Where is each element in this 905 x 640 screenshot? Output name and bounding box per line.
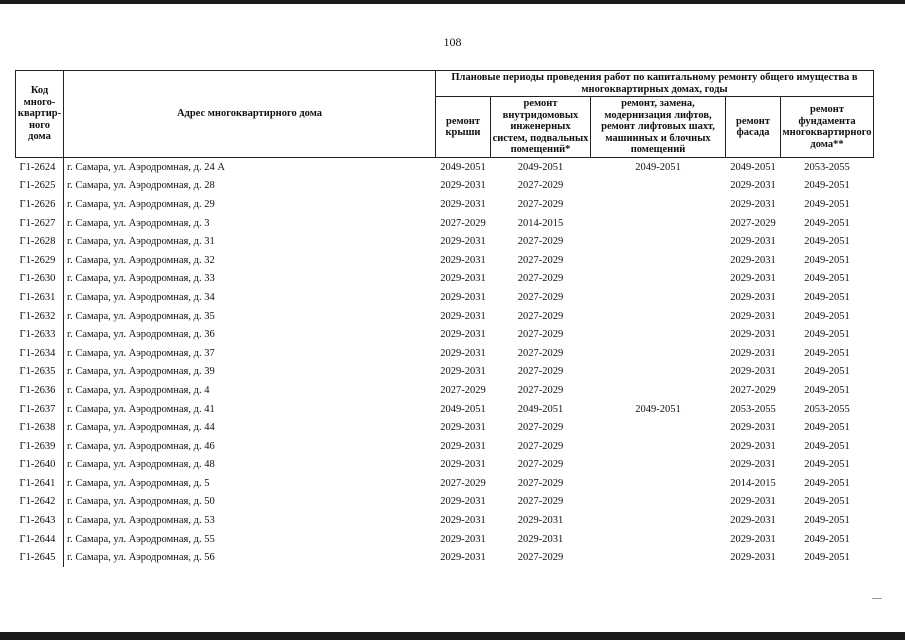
cell-lifts [591, 270, 726, 289]
cell-roof: 2029-2031 [440, 273, 486, 285]
header-address: Адрес многоквартирного дома [64, 71, 436, 158]
cell-systems: 2027-2029 [517, 198, 564, 210]
cell-code: Г1-2632 [16, 307, 64, 326]
cell-code: Г1-2644 [16, 530, 64, 549]
cell-lifts [591, 437, 726, 456]
cell-facade: 2029-2031 [730, 422, 776, 434]
cell-roof: 2029-2031 [440, 254, 486, 266]
table-row [16, 418, 874, 437]
cell-facade: 2029-2031 [730, 496, 776, 508]
table-row [16, 195, 874, 214]
cell-roof: 2029-2031 [440, 459, 486, 471]
cell-roof: 2027-2029 [440, 384, 486, 396]
cell-code: Г1-2633 [16, 325, 64, 344]
cell-facade: 2029-2031 [730, 180, 776, 192]
cell-foundation: 2049-2051 [804, 459, 850, 471]
cell-facade: 2029-2031 [730, 236, 776, 248]
cell-systems: 2027-2029 [517, 440, 564, 452]
table-row [16, 270, 874, 289]
cell-facade: 2029-2031 [730, 459, 776, 471]
cell-facade: 2029-2031 [730, 291, 776, 303]
table-row [16, 251, 874, 270]
cell-address: г. Самара, ул. Аэродромная, д. 5 [67, 477, 210, 489]
cell-code: Г1-2634 [16, 344, 64, 363]
cell-systems: 2027-2029 [517, 273, 564, 285]
cell-roof: 2027-2029 [440, 217, 486, 229]
cell-foundation: 2049-2051 [804, 496, 850, 508]
cell-foundation: 2049-2051 [804, 477, 850, 489]
table-row [16, 363, 874, 382]
cell-facade: 2027-2029 [730, 384, 776, 396]
cell-lifts [591, 493, 726, 512]
cell-lifts [591, 363, 726, 382]
cell-code: Г1-2640 [16, 456, 64, 475]
cell-foundation: 2049-2051 [804, 552, 850, 564]
cell-address: г. Самара, ул. Аэродромная, д. 31 [67, 236, 215, 248]
cell-systems: 2049-2051 [517, 403, 564, 415]
cell-systems: 2027-2029 [517, 384, 564, 396]
cell-address: г. Самара, ул. Аэродромная, д. 37 [67, 347, 215, 359]
cell-address: г. Самара, ул. Аэродромная, д. 36 [67, 329, 215, 341]
cell-systems: 2014-2015 [517, 217, 564, 229]
cell-address: г. Самара, ул. Аэродромная, д. 28 [67, 180, 215, 192]
scan-bottom-edge [0, 632, 905, 640]
cell-roof: 2029-2031 [440, 533, 486, 545]
cell-address: г. Самара, ул. Аэродромная, д. 46 [67, 440, 215, 452]
cell-systems: 2027-2029 [517, 291, 564, 303]
cell-roof: 2029-2031 [440, 310, 486, 322]
cell-roof: 2029-2031 [440, 291, 486, 303]
header-code: Код много-квартир-ного дома [16, 71, 64, 158]
table-row [16, 400, 874, 419]
cell-facade: 2029-2031 [730, 366, 776, 378]
cell-systems: 2027-2029 [517, 254, 564, 266]
cell-code: Г1-2638 [16, 418, 64, 437]
cell-address: г. Самара, ул. Аэродромная, д. 55 [67, 533, 215, 545]
cell-lifts [591, 474, 726, 493]
cell-facade: 2029-2031 [730, 440, 776, 452]
cell-lifts [591, 232, 726, 251]
header-facade: ремонт фасада [726, 97, 781, 158]
table-row [16, 530, 874, 549]
table-row [16, 214, 874, 233]
cell-lifts [591, 195, 726, 214]
cell-lifts [591, 251, 726, 270]
cell-lifts [591, 325, 726, 344]
cell-foundation: 2049-2051 [804, 236, 850, 248]
cell-foundation: 2049-2051 [804, 440, 850, 452]
cell-roof: 2029-2031 [440, 236, 486, 248]
table-row [16, 511, 874, 530]
cell-code: Г1-2645 [16, 548, 64, 567]
cell-lifts [591, 548, 726, 567]
cell-roof: 2029-2031 [440, 440, 486, 452]
header-lifts: ремонт, замена, модернизация лифтов, ремонт лифтовых шахт, машинных и блочных помещений [591, 97, 726, 158]
cell-code: Г1-2641 [16, 474, 64, 493]
table-row [16, 437, 874, 456]
cell-address: г. Самара, ул. Аэродромная, д. 34 [67, 291, 215, 303]
cell-systems: 2029-2031 [517, 515, 564, 527]
cell-code: Г1-2637 [16, 400, 64, 419]
cell-foundation: 2049-2051 [804, 515, 850, 527]
cell-address: г. Самара, ул. Аэродромная, д. 29 [67, 198, 215, 210]
table-body [16, 158, 874, 568]
cell-foundation: 2049-2051 [804, 273, 850, 285]
cell-facade: 2027-2029 [730, 217, 776, 229]
cell-lifts [591, 381, 726, 400]
cell-lifts: 2049-2051 [635, 403, 681, 415]
cell-roof: 2029-2031 [440, 515, 486, 527]
cell-address: г. Самара, ул. Аэродромная, д. 48 [67, 459, 215, 471]
cell-foundation: 2049-2051 [804, 254, 850, 266]
table-row [16, 493, 874, 512]
cell-systems: 2027-2029 [517, 366, 564, 378]
cell-foundation: 2049-2051 [804, 291, 850, 303]
cell-code: Г1-2627 [16, 214, 64, 233]
cell-roof: 2029-2031 [440, 552, 486, 564]
cell-roof: 2029-2031 [440, 496, 486, 508]
cell-foundation: 2049-2051 [804, 180, 850, 192]
cell-facade: 2029-2031 [730, 310, 776, 322]
cell-facade: 2014-2015 [730, 477, 776, 489]
header-systems: ремонт внутридомовых инженерных систем, подвальных помещений* [491, 97, 591, 158]
cell-roof: 2029-2031 [440, 347, 486, 359]
table-row [16, 474, 874, 493]
cell-lifts [591, 344, 726, 363]
cell-systems: 2027-2029 [517, 347, 564, 359]
cell-roof: 2027-2029 [440, 477, 486, 489]
cell-lifts [591, 418, 726, 437]
cell-lifts [591, 530, 726, 549]
table-row [16, 288, 874, 307]
cell-facade: 2029-2031 [730, 273, 776, 285]
cell-systems: 2027-2029 [517, 477, 564, 489]
cell-foundation: 2049-2051 [804, 217, 850, 229]
table-row [16, 381, 874, 400]
repair-schedule-table [15, 70, 874, 567]
cell-facade: 2029-2031 [730, 329, 776, 341]
cell-systems: 2027-2029 [517, 496, 564, 508]
cell-roof: 2049-2051 [440, 161, 486, 173]
cell-lifts [591, 177, 726, 196]
cell-code: Г1-2626 [16, 195, 64, 214]
cell-address: г. Самара, ул. Аэродромная, д. 33 [67, 273, 215, 285]
cell-foundation: 2049-2051 [804, 422, 850, 434]
cell-foundation: 2049-2051 [804, 384, 850, 396]
cell-code: Г1-2628 [16, 232, 64, 251]
cell-systems: 2027-2029 [517, 310, 564, 322]
table-row [16, 548, 874, 567]
header-roof: ремонт крыши [436, 97, 491, 158]
cell-foundation: 2053-2055 [804, 161, 850, 173]
cell-lifts [591, 307, 726, 326]
page-number: 108 [443, 35, 462, 49]
cell-roof: 2049-2051 [440, 403, 486, 415]
cell-code: Г1-2625 [16, 177, 64, 196]
header-foundation: ремонт фундамента многоквартирного дома** [781, 97, 874, 158]
cell-systems: 2027-2029 [517, 422, 564, 434]
cell-address: г. Самара, ул. Аэродромная, д. 39 [67, 366, 215, 378]
cell-facade: 2029-2031 [730, 347, 776, 359]
cell-facade: 2029-2031 [730, 552, 776, 564]
cell-code: Г1-2630 [16, 270, 64, 289]
table-header [16, 71, 874, 158]
cell-lifts [591, 288, 726, 307]
cell-code: Г1-2643 [16, 511, 64, 530]
cell-address: г. Самара, ул. Аэродромная, д. 44 [67, 422, 215, 434]
scan-mark [872, 598, 882, 599]
cell-lifts [591, 456, 726, 475]
table-row [16, 344, 874, 363]
cell-facade: 2029-2031 [730, 254, 776, 266]
cell-systems: 2049-2051 [517, 161, 564, 173]
cell-foundation: 2049-2051 [804, 310, 850, 322]
cell-roof: 2029-2031 [440, 422, 486, 434]
cell-foundation: 2049-2051 [804, 198, 850, 210]
cell-foundation: 2049-2051 [804, 329, 850, 341]
header-group: Плановые периоды проведения работ по капитальному ремонту общего имущества в многоквартирных домах, годы [436, 71, 874, 97]
cell-foundation: 2049-2051 [804, 347, 850, 359]
cell-systems: 2027-2029 [517, 552, 564, 564]
cell-roof: 2029-2031 [440, 366, 486, 378]
table-row [16, 232, 874, 251]
cell-address: г. Самара, ул. Аэродромная, д. 32 [67, 254, 215, 266]
cell-systems: 2027-2029 [517, 329, 564, 341]
table-row [16, 307, 874, 326]
cell-code: Г1-2631 [16, 288, 64, 307]
table-row [16, 325, 874, 344]
cell-roof: 2029-2031 [440, 180, 486, 192]
cell-code: Г1-2642 [16, 493, 64, 512]
table-row [16, 158, 874, 177]
cell-address: г. Самара, ул. Аэродромная, д. 50 [67, 496, 215, 508]
cell-facade: 2053-2055 [730, 403, 776, 415]
table-row [16, 456, 874, 475]
cell-address: г. Самара, ул. Аэродромная, д. 24 А [67, 161, 225, 173]
cell-lifts [591, 511, 726, 530]
cell-roof: 2029-2031 [440, 198, 486, 210]
cell-systems: 2027-2029 [517, 459, 564, 471]
cell-address: г. Самара, ул. Аэродромная, д. 56 [67, 552, 215, 564]
cell-code: Г1-2636 [16, 381, 64, 400]
cell-address: г. Самара, ул. Аэродромная, д. 53 [67, 515, 215, 527]
cell-systems: 2029-2031 [517, 533, 564, 545]
cell-address: г. Самара, ул. Аэродромная, д. 4 [67, 384, 210, 396]
cell-code: Г1-2624 [16, 158, 64, 177]
cell-address: г. Самара, ул. Аэродромная, д. 35 [67, 310, 215, 322]
cell-lifts [591, 214, 726, 233]
cell-address: г. Самара, ул. Аэродромная, д. 3 [67, 217, 210, 229]
cell-code: Г1-2635 [16, 363, 64, 382]
cell-foundation: 2049-2051 [804, 366, 850, 378]
cell-roof: 2029-2031 [440, 329, 486, 341]
scan-top-edge [0, 0, 905, 4]
cell-facade: 2029-2031 [730, 533, 776, 545]
cell-code: Г1-2629 [16, 251, 64, 270]
cell-facade: 2049-2051 [730, 161, 776, 173]
cell-foundation: 2053-2055 [804, 403, 850, 415]
cell-systems: 2027-2029 [517, 236, 564, 248]
cell-foundation: 2049-2051 [804, 533, 850, 545]
cell-code: Г1-2639 [16, 437, 64, 456]
cell-systems: 2027-2029 [517, 180, 564, 192]
cell-facade: 2029-2031 [730, 198, 776, 210]
cell-lifts: 2049-2051 [635, 161, 681, 173]
table-row [16, 177, 874, 196]
cell-facade: 2029-2031 [730, 515, 776, 527]
cell-address: г. Самара, ул. Аэродромная, д. 41 [67, 403, 215, 415]
